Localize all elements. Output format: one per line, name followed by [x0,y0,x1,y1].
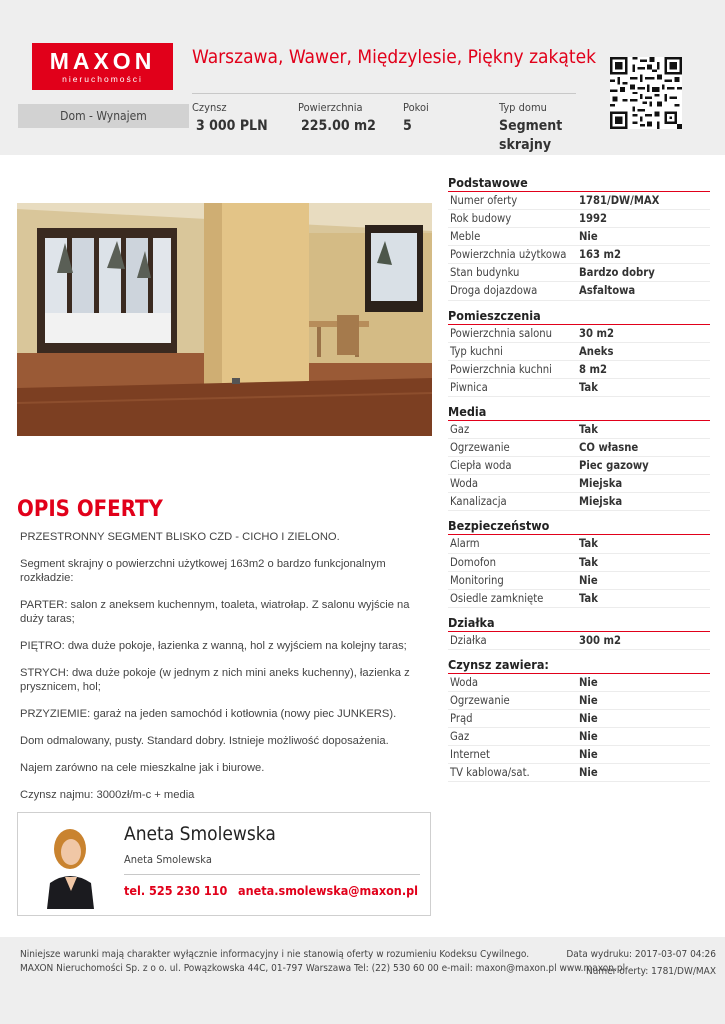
agent-subtitle: Aneta Smolewska [124,853,212,866]
footer-offer-number: Numer oferty: 1781/DW/MAX [585,966,716,977]
property-key: Numer oferty [450,194,518,207]
property-key: Ciepła woda [450,459,512,473]
property-row [448,632,710,650]
logo-tagline: nieruchomości [62,74,143,84]
qr-code-icon[interactable] [610,57,682,129]
rooms-label: Pokoi [403,101,429,114]
property-key: Powierzchnia salonu [450,326,553,340]
property-value: 163 m2 [579,248,622,262]
offer-type-badge: Dom - Wynajem [18,104,189,128]
property-row [448,746,710,764]
property-photo[interactable] [17,203,432,436]
property-value: 300 m2 [579,633,622,647]
rent-value: 3 000 PLN [196,118,268,134]
property-row [448,493,710,511]
rent-label: Czynsz [192,101,227,114]
property-row [448,192,710,210]
property-row [448,421,710,439]
description-heading: OPIS OFERTY [17,497,163,522]
property-key: Woda [450,675,479,689]
property-value: Piec gazowy [579,459,649,473]
property-value: Nie [579,675,598,689]
property-key: Typ kuchni [450,344,503,358]
description-text [20,530,430,815]
section-pomieszczenia [448,309,710,397]
footer [0,937,725,1024]
property-key: Piwnica [450,380,488,394]
property-key: Domofon [450,555,496,569]
title-divider [192,93,576,94]
house-type-label: Typ domu [499,101,547,114]
property-value: Aneks [579,344,614,358]
property-row [448,210,710,228]
property-value: Tak [579,537,598,551]
property-row [448,590,710,608]
property-value: 1992 [579,212,608,226]
description-paragraph: Najem zarówno na cele mieszkalne jak i biurowe. [20,762,265,774]
property-key: Monitoring [450,573,504,587]
description-paragraph: PRZESTRONNY SEGMENT BLISKO CZD - CICHO I ZIELONO. [20,531,340,543]
property-value: 8 m2 [579,362,607,376]
footer-company-info: MAXON Nieruchomości Sp. z o o. ul. Powązkowska 44C, 01-797 Warszawa Tel: (22) 530 60 00 e-mail: maxon@maxon.pl www.maxon.pl [20,963,626,974]
agent-phone-link[interactable]: tel. 525 230 110 [124,883,228,898]
property-key: Alarm [450,537,480,551]
rooms-value: 5 [403,118,412,134]
description-paragraph: Dom odmalowany, pusty. Standard dobry. Istnieje możliwość doposażenia. [20,735,389,747]
section-title: Podstawowe [448,176,710,192]
property-key: Meble [450,230,481,244]
property-key: Rok budowy [450,212,512,226]
property-row [448,710,710,728]
page-title: Warszawa, Wawer, Międzylesie, Piękny zakątek [192,46,597,68]
property-value: Tak [579,591,598,605]
property-row [448,692,710,710]
property-key: Prąd [450,712,473,726]
description-paragraph: Czynsz najmu: 3000zł/m-c + media [20,789,195,801]
property-value: Tak [579,422,598,436]
property-row [448,264,710,282]
property-row [448,325,710,343]
maxon-logo[interactable] [32,43,173,90]
area-label: Powierzchnia [298,101,363,114]
property-value: Nie [579,693,598,707]
property-value: Nie [579,230,598,244]
property-key: Działka [450,633,487,647]
property-row [448,572,710,590]
property-value: Miejska [579,495,623,509]
property-key: Powierzchnia kuchni [450,362,552,376]
section-media [448,405,710,511]
property-row [448,728,710,746]
property-key: Internet [450,748,490,762]
agent-divider [124,874,420,875]
logo-wordmark: MAXON [49,48,156,74]
property-value: Asfaltowa [579,284,636,298]
agent-name: Aneta Smolewska [124,823,276,845]
property-key: Gaz [450,730,470,744]
section-title: Media [448,405,710,421]
property-value: Miejska [579,477,623,491]
property-key: TV kablowa/sat. [450,766,530,780]
properties-panel [448,176,710,790]
section-title: Bezpieczeństwo [448,519,710,535]
description-paragraph: PRZYZIEMIE: garaż na jeden samochód i kotłownia (nowy piec JUNKERS). [20,708,397,720]
section-dzialka [448,616,710,650]
property-value: Tak [579,380,598,394]
property-value: CO własne [579,441,639,455]
property-row [448,343,710,361]
property-value: Nie [579,730,598,744]
property-value: Bardzo dobry [579,266,655,280]
section-bezpieczenstwo [448,519,710,607]
property-value: 30 m2 [579,326,614,340]
property-value: Tak [579,555,598,569]
section-czynsz-zawiera [448,658,710,783]
section-title: Pomieszczenia [448,309,710,325]
property-key: Stan budynku [450,266,520,280]
house-type-value: Segment skrajny [499,118,563,153]
property-row [448,361,710,379]
property-row [448,535,710,553]
description-paragraph: STRYCH: dwa duże pokoje (w jednym z nich mini aneks kuchenny), łazienka z prysznicem, hol; [20,667,410,693]
property-key: Osiedle zamknięte [450,591,544,605]
property-key: Gaz [450,422,470,436]
property-row [448,674,710,692]
property-value: Nie [579,712,598,726]
agent-email-link[interactable]: aneta.smolewska@maxon.pl [238,883,418,898]
section-title: Czynsz zawiera: [448,658,710,674]
property-row [448,457,710,475]
footer-print-date: Data wydruku: 2017-03-07 04:26 [566,949,716,960]
property-row [448,379,710,397]
property-row [448,475,710,493]
property-row [448,554,710,572]
section-title: Działka [448,616,710,632]
property-row [448,228,710,246]
footer-disclaimer: Niniejsze warunki mają charakter wyłącznie informacyjny i nie stanowią oferty w rozumieniu Kodeksu Cywilnego. [20,949,530,960]
property-key: Kanalizacja [450,495,507,509]
header-band [0,0,725,155]
area-value: 225.00 m2 [301,118,376,134]
property-row [448,764,710,782]
description-paragraph: PARTER: salon z aneksem kuchennym, toaleta, wiatrołap. Z salonu wyjście na duży taras; [20,599,410,625]
description-paragraph: Segment skrajny o powierzchni użytkowej 163m2 o bardzo funkcjonalnym rozkładzie: [20,558,386,584]
property-row [448,246,710,264]
property-key: Ogrzewanie [450,441,510,455]
property-key: Droga dojazdowa [450,284,538,298]
description-paragraph: PIĘTRO: dwa duże pokoje, łazienka z wanną, hol z wyjściem na kolejny taras; [20,640,407,652]
property-row [448,282,710,300]
section-podstawowe [448,176,710,301]
agent-avatar [41,821,100,909]
property-value: Nie [579,748,598,762]
property-row [448,439,710,457]
property-value: 1781/DW/MAX [579,194,660,207]
property-value: Nie [579,573,598,587]
agent-card [17,812,431,916]
property-key: Powierzchnia użytkowa [450,248,567,262]
property-key: Woda [450,477,479,491]
property-key: Ogrzewanie [450,693,510,707]
property-value: Nie [579,766,598,780]
